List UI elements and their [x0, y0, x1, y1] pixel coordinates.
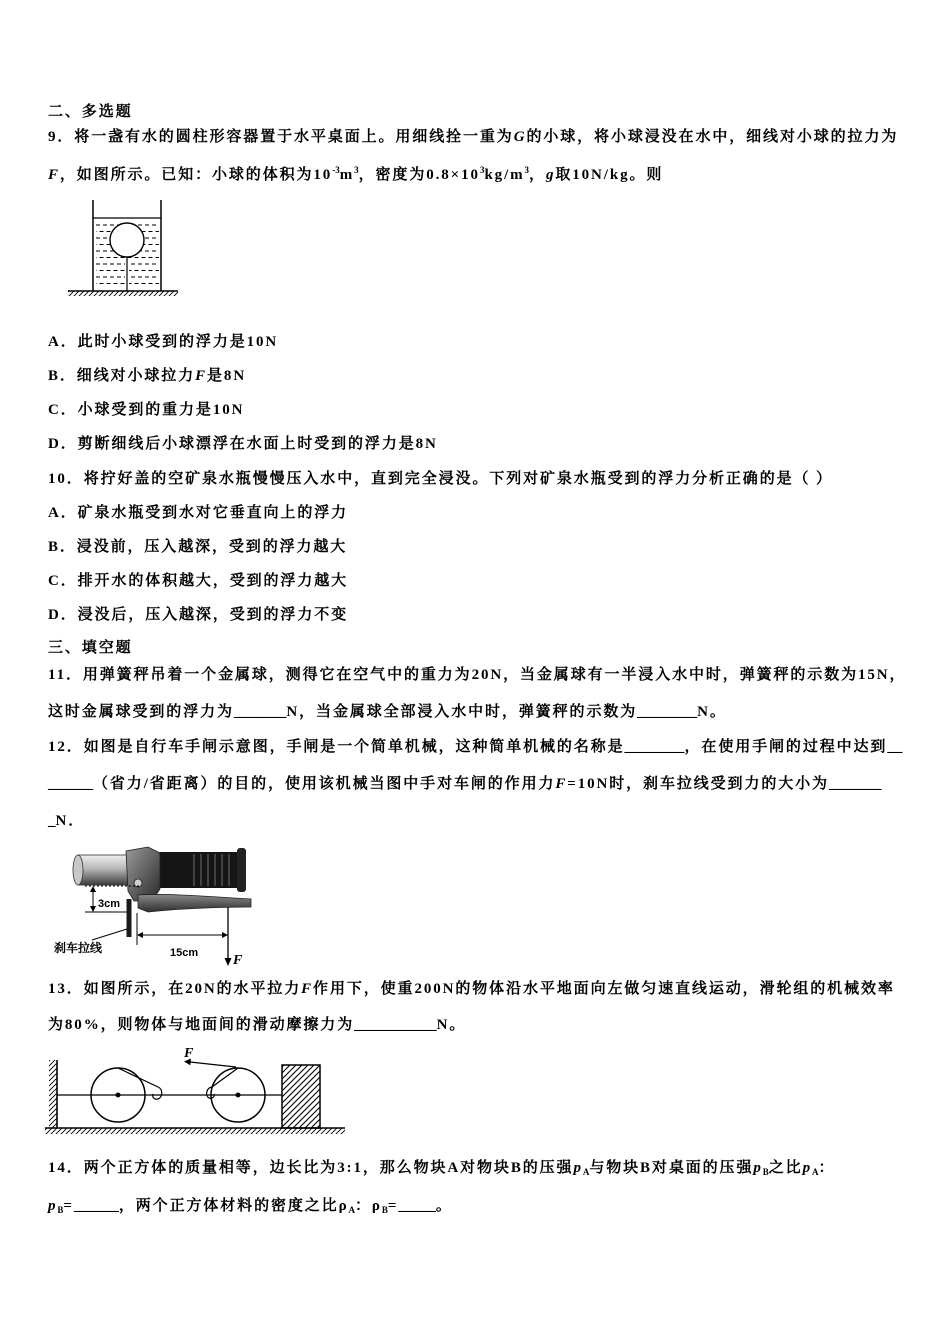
text-segment: ， — [529, 167, 546, 183]
superscript: 3 — [479, 165, 485, 175]
force-arrow-line — [190, 1062, 236, 1067]
question-13-line-1 — [48, 979, 895, 999]
variable-f-force: F — [48, 167, 60, 183]
section-title-multiple-choice: 二、多选题 — [48, 104, 133, 120]
text-segment: ，密度为0.8×10 — [358, 167, 480, 183]
variable-p-pressure: p — [48, 1198, 58, 1214]
right-pulley-axle — [236, 1093, 241, 1098]
dimension-15cm-arrow-right — [222, 932, 228, 938]
question-9-option-a: A．此时小球受到的浮力是10N — [48, 334, 279, 350]
subscript: B — [762, 1167, 769, 1177]
question-12-line-2 — [48, 774, 881, 794]
variable-p-pressure: p — [802, 1160, 812, 1176]
grip-end-cap — [237, 848, 246, 892]
question-12-line-3 — [48, 811, 85, 831]
variable-p-pressure: p — [753, 1160, 763, 1176]
text-segment: 为80%，则物体与地面间的滑动摩擦力为 — [48, 1017, 355, 1033]
question-10-option-d: D．浸没后，压入越深，受到的浮力不变 — [48, 607, 349, 623]
wall-hatch — [49, 1060, 57, 1128]
question-10-stem: 10．将拧好盖的空矿泉水瓶慢慢压入水中，直到完全浸没。下列对矿泉水瓶受到的浮力分析正确的是（ ） — [48, 471, 833, 487]
dimension-15cm-arrow-left — [137, 932, 143, 938]
superscript: -3 — [332, 165, 340, 175]
text-segment: N。 — [436, 1017, 467, 1033]
question-10-option-a: A．矿泉水瓶受到水对它垂直向上的浮力 — [48, 505, 349, 521]
text-segment: ： — [818, 1160, 836, 1176]
variable-f-force: F — [195, 368, 208, 384]
answer-blank: _______ — [233, 704, 287, 720]
brake-lever — [138, 894, 251, 912]
question-11-line-1: 11．用弹簧秤吊着一个金属球，测得它在空气中的重力为20N，当金属球有一半浸入水中时，弹簧秤的示数为15N， — [48, 667, 907, 683]
question-9-option-d: D．剪断细线后小球漂浮在水面上时受到的浮力是8N — [48, 436, 438, 452]
answer-blank: ______ — [48, 776, 93, 792]
subscript: A — [348, 1205, 356, 1215]
superscript: 3 — [354, 165, 359, 175]
question-9-stem-line-2 — [48, 165, 663, 186]
text-segment: N。 — [697, 704, 727, 720]
question-9-option-b — [48, 366, 246, 386]
text-segment: ：ρ — [355, 1198, 382, 1214]
rope-to-left-hook — [118, 1068, 158, 1087]
text-segment: 是8N — [207, 368, 247, 384]
text-segment: N，当金属球全部浸入水中时，弹簧秤的示数为 — [286, 704, 638, 720]
cable-leader-line — [92, 929, 127, 940]
superscript: 3 — [524, 165, 530, 175]
figure-bicycle-brake — [48, 845, 253, 970]
text-segment: 。 — [435, 1198, 453, 1214]
left-pulley-axle — [116, 1093, 121, 1098]
answer-blank: ______ — [73, 1198, 119, 1214]
text-segment: B．细线对小球拉力 — [48, 368, 196, 384]
label-15cm: 15cm — [170, 947, 199, 959]
text-segment: （省力/省距离）的目的，使用该机械当图中手对车闸的作用力 — [93, 776, 556, 792]
answer-blank: _______ — [828, 776, 882, 792]
text-segment: 的小球，将小球浸没在水中，细线对小球的拉力为 — [526, 129, 899, 145]
text-segment: kg/m — [484, 167, 525, 183]
variable-g-weight: G — [513, 129, 527, 145]
block-object — [282, 1065, 320, 1128]
figure-container-with-ball — [60, 195, 185, 297]
label-force-f: F — [184, 1046, 194, 1061]
label-force-f: F — [233, 953, 243, 968]
text-segment: 作用下，使重200N的物体沿水平地面向左做匀速直线运动，滑轮组的机械效率 — [313, 981, 895, 997]
label-brake-cable: 刹车拉线 — [54, 941, 103, 955]
question-13-line-2 — [48, 1015, 466, 1035]
variable-f-force: F — [555, 776, 568, 792]
text-segment: = — [63, 1198, 74, 1214]
question-14-line-1 — [48, 1158, 835, 1179]
dimension-3cm-arrow-down — [90, 906, 96, 912]
answer-blank: _ — [48, 813, 56, 829]
question-14-line-2 — [48, 1196, 453, 1217]
left-hook — [153, 1087, 162, 1099]
section-title-fill-blank: 三、填空题 — [48, 640, 133, 656]
subscript: A — [812, 1167, 819, 1177]
question-12-line-1 — [48, 737, 902, 757]
subscript: B — [57, 1205, 64, 1215]
text-segment: 12．如图是自行车手闸示意图，手闸是一个简单机械，这种简单机械的名称是 — [48, 739, 625, 755]
variable-g-gravity: g — [545, 167, 556, 183]
question-11-line-2 — [48, 702, 727, 722]
answer-blank: ___________ — [354, 1017, 437, 1033]
text-segment: 13．如图所示，在20N的水平拉力 — [48, 981, 302, 997]
answer-blank: ________ — [624, 739, 685, 755]
text-segment: 与物块B对桌面的压强 — [589, 1160, 754, 1176]
text-segment: m — [339, 167, 355, 183]
text-segment: N． — [55, 813, 86, 829]
handle-grip — [150, 852, 245, 888]
question-10-option-b: B．浸没前，压入越深，受到的浮力越大 — [48, 539, 348, 555]
text-segment: 取10N/kg。则 — [555, 167, 664, 183]
label-3cm: 3cm — [98, 898, 121, 910]
answer-blank: __ — [887, 739, 903, 755]
variable-f-force: F — [301, 981, 314, 997]
answer-blank: _____ — [398, 1198, 436, 1214]
text-segment: = — [387, 1198, 399, 1214]
text-segment: 14．两个正方体的质量相等，边长比为3:1，那么物块A对物块B的压强 — [48, 1160, 574, 1176]
question-9-option-c: C．小球受到的重力是10N — [48, 402, 245, 418]
dimension-3cm-arrow-up — [90, 886, 96, 892]
text-segment: 这时金属球受到的浮力为 — [48, 704, 234, 720]
brake-clamp — [126, 847, 160, 901]
text-segment: ，如图所示。已知：小球的体积为10 — [59, 167, 333, 183]
subscript: B — [381, 1205, 388, 1215]
handlebar-tube-end — [73, 855, 83, 885]
variable-p-pressure: p — [573, 1160, 583, 1176]
figure-pulley-system — [40, 1045, 350, 1137]
answer-blank: ________ — [637, 704, 698, 720]
force-arrow-head — [225, 958, 232, 966]
question-9-stem-line-1 — [48, 127, 898, 147]
text-segment: ，在使用手闸的过程中达到 — [684, 739, 888, 755]
question-10-option-c: C．排开水的体积越大，受到的浮力越大 — [48, 573, 349, 589]
ground-hatch — [45, 1128, 345, 1134]
subscript: A — [582, 1167, 590, 1177]
text-segment: =10N时，刹车拉线受到力的大小为 — [567, 776, 829, 792]
ball — [110, 223, 144, 257]
text-segment: 之比 — [768, 1160, 803, 1176]
text-segment: 9．将一盏有水的圆柱形容器置于水平桌面上。用细线拴一重为 — [48, 129, 514, 145]
text-segment: ，两个正方体材料的密度之比ρ — [118, 1198, 349, 1214]
